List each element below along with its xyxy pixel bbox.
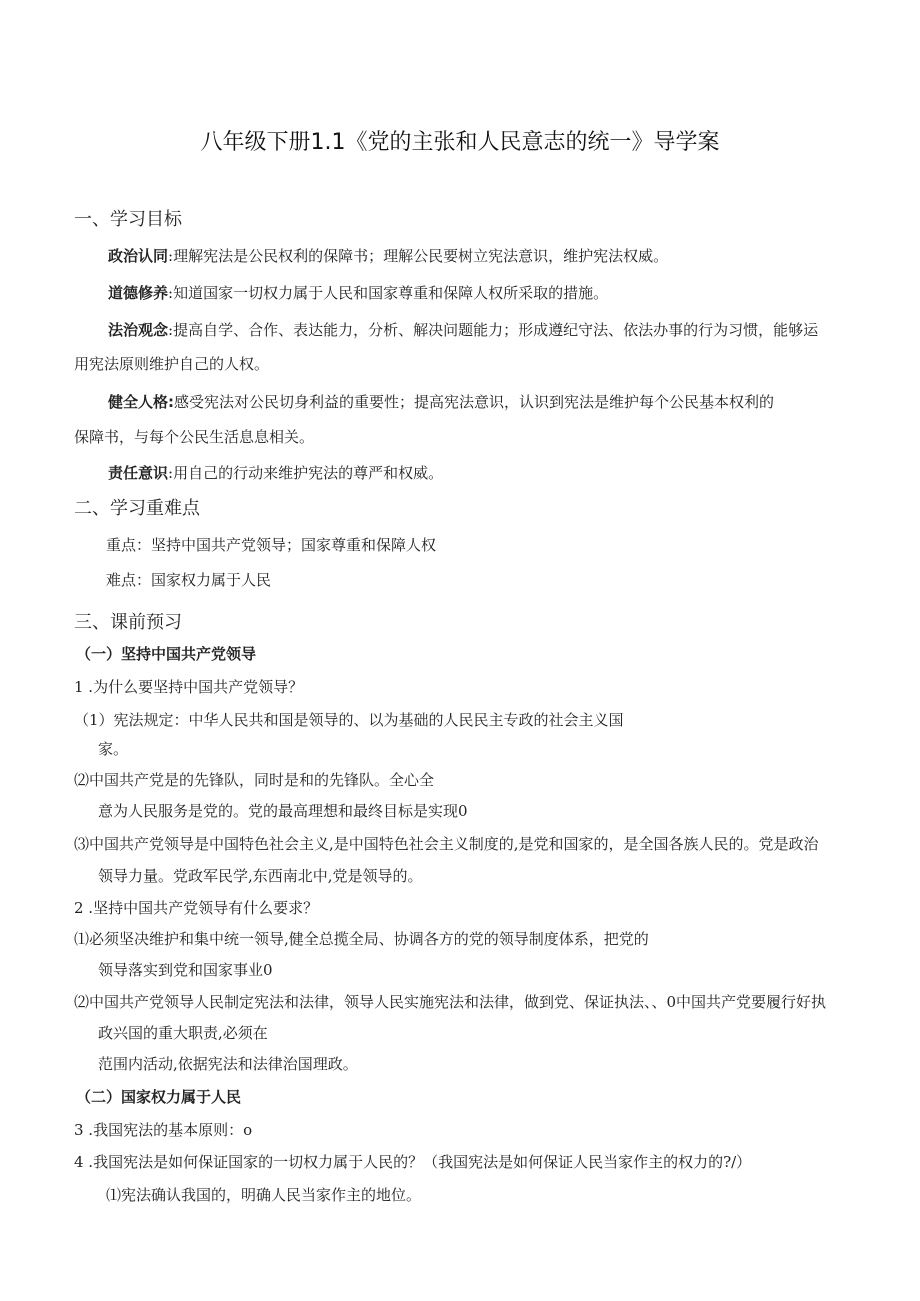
question-4: 4 .我国宪法是如何保证国家的一切权力属于人民的？（我国宪法是如何保证人民当家作主的权力的?/） [74,1153,752,1171]
question-1-item-2-cont: 意为人民服务是党的。党的最高理想和最终目标是实现0 [98,802,468,820]
goal-personality-cont: 保障书，与每个公民生活息息相关。 [74,428,315,446]
goal-text: 感受宪法对公民切身利益的重要性；提高宪法意识，认识到宪法是维护每个公民基本权利的 [174,393,775,411]
question-1-item-2: ⑵中国共产党是的先锋队，同时是和的先锋队。全心全 [74,771,435,789]
goal-text: :用自己的行动来维护宪法的尊严和权威。 [168,464,444,482]
question-1: 1 .为什么要坚持中国共产党领导？ [74,678,304,696]
question-2-item-1: ⑴必须坚决维护和集中统一领导,健全总揽全局、协调各方的党的领导制度体系，把党的 [74,930,649,948]
document-title: 八年级下册1.1《党的主张和人民意志的统一》导学案 [200,130,720,155]
goal-text: :理解宪法是公民权利的保障书；理解公民要树立宪法意识，维护宪法权威。 [168,247,669,265]
goal-responsibility [108,463,443,483]
goal-rule-of-law [108,320,818,340]
question-3: 3 .我国宪法的基本原则：o [74,1121,253,1139]
subsection-party-leadership: （一）坚持中国共产党领导 [76,645,257,663]
goal-label: 道德修养 [108,284,169,302]
question-1-item-3: ⑶中国共产党领导是中国特色社会主义,是中国特色社会主义制度的,是党和国家的，是全国各族人民的。党是政治 [74,835,819,853]
question-2: 2 .坚持中国共产党领导有什么要求？ [74,899,319,917]
goal-label: 健全人格: [108,393,174,411]
question-2-item-1-cont: 领导落实到党和国家事业0 [98,961,273,979]
goal-label: 责任意识 [108,464,169,482]
goal-text: :知道国家一切权力属于人民和国家尊重和保障人权所采取的措施。 [168,284,609,302]
question-2-item-2-cont: 政兴国的重大职责,必须在 [98,1024,268,1042]
key-difficulty: 难点：国家权力属于人民 [106,571,272,589]
question-4-item-1: ⑴宪法确认我国的，明确人民当家作主的地位。 [106,1186,422,1204]
subsection-power-belongs-to-people: （二）国家权力属于人民 [76,1088,242,1106]
section-heading-key-points: 二、学习重难点 [74,498,200,519]
goal-personality [108,392,774,412]
goal-political [108,246,668,266]
goal-label: 法治观念 [108,321,169,339]
goal-label: 政治认同 [108,247,169,265]
question-1-item-3-cont: 领导力量。党政军民学,东西南北中,党是领导的。 [98,867,423,885]
section-heading-goals: 一、学习目标 [74,209,182,230]
goal-text: :提高自学、合作、表达能力，分析、解决问题能力；形成遵纪守法、依法办事的行为习惯，能够运 [168,321,819,339]
section-heading-preview: 三、课前预习 [74,612,182,633]
key-focus: 重点：坚持中国共产党领导；国家尊重和保障人权 [106,536,437,554]
question-1-item-1-cont: 家。 [98,740,129,758]
question-2-item-2-cont2: 范围内活动,依据宪法和法律治国理政。 [98,1055,358,1073]
question-1-item-1: （1）宪法规定：中华人民共和国是领导的、以为基础的人民民主专政的社会主义国 [74,711,624,729]
goal-rule-of-law-cont: 用宪法原则维护自己的人权。 [74,355,270,373]
goal-moral [108,283,608,303]
question-2-item-2: ⑵中国共产党领导人民制定宪法和法律，领导人民实施宪法和法律，做到党、保证执法、、0中国共产党要履行好执 [74,993,827,1011]
